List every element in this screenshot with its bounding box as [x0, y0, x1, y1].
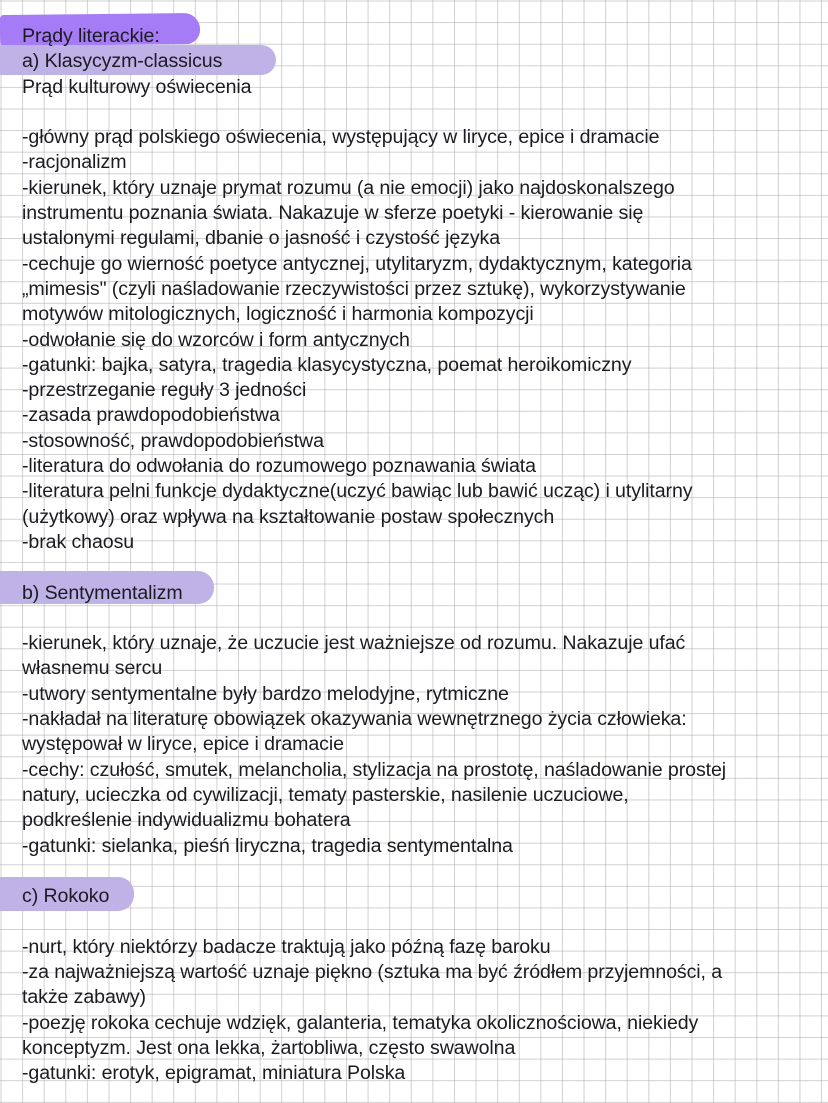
text-line: motywów mitologicznych, logiczność i harmonia kompozycji [22, 303, 534, 326]
spacer [22, 100, 822, 125]
text-line: -racjonalizm [22, 151, 127, 174]
section-rokoko [22, 884, 822, 1086]
text-line: -kierunek, który uznaje prymat rozumu (a nie emocji) jako najdoskonalszego [22, 176, 675, 199]
text-line: -nakładał na literaturę obowiązek okazywania wewnętrznego życia człowieka: [22, 708, 687, 731]
spacer [22, 909, 822, 934]
section-heading: a) Klasycyzm-classicus [22, 50, 223, 73]
spacer [22, 859, 822, 884]
page-title: Prądy literackie: [22, 25, 160, 47]
spacer [22, 555, 822, 580]
text-line: -literatura do odwołania do rozumowego poznawania świata [22, 455, 536, 478]
text-line: własnemu sercu [22, 657, 163, 680]
note-content [22, 24, 822, 1086]
text-line: -cechuje go wierność poetyce antycznej, utylitaryzm, dydaktycznym, kategoria [22, 252, 692, 275]
text-line: -brak chaosu [22, 530, 135, 553]
text-line: -literatura pelni funkcje dydaktyczne(uczyć bawiąc lub bawić ucząc) i utylitarny [22, 480, 693, 503]
text-line: -za najważniejszą wartość uznaje piękno (sztuka ma być źródłem przyjemności, a [22, 960, 723, 983]
text-line: „mimesis" (czyli naśladowanie rzeczywistości przez sztukę), wykorzystywanie [22, 277, 686, 300]
text-line: instrumentu poznania świata. Nakazuje w sferze poetyki - kierowanie się [22, 202, 644, 225]
text-line: -utwory sentymentalne były bardzo melodyjne, rytmiczne [22, 682, 509, 705]
text-line: -odwołanie się do wzorców i form antycznych [22, 328, 410, 351]
text-line: -stosowność, prawdopodobieństwa [22, 429, 324, 452]
section-sentymentalizm [22, 581, 822, 859]
section-heading: b) Sentymentalizm [22, 581, 183, 604]
text-line: podkreślenie indywidualizmu bohatera [22, 809, 351, 832]
text-line: -kierunek, który uznaje, że uczucie jest ważniejsze od rozumu. Nakazuje ufać [22, 632, 686, 655]
text-line: -gatunki: sielanka, pieśń liryczna, tragedia sentymentalna [22, 834, 513, 857]
section-heading: c) Rokoko [22, 885, 110, 908]
text-line: konceptyzm. Jest ona lekka, żartobliwa, często swawolna [22, 1036, 516, 1059]
text-line: -przestrzeganie reguły 3 jedności [22, 379, 307, 402]
text-line: (użytkowy) oraz wpływa na kształtowanie postaw społecznych [22, 505, 555, 528]
text-line: -główny prąd polskiego oświecenia, występujący w liryce, epice i dramacie [22, 126, 660, 149]
text-line: -zasada prawdopodobieństwa [22, 404, 280, 427]
text-line: ustalonymi regulami, dbanie o jasność i czystość języka [22, 227, 501, 250]
section-klasycyzm [22, 49, 822, 555]
text-line: -gatunki: erotyk, epigramat, miniatura Polska [22, 1062, 406, 1085]
text-line: -cechy: czułość, smutek, melancholia, stylizacja na prostotę, naśladowanie prostej [22, 758, 727, 781]
text-line: -gatunki: bajka, satyra, tragedia klasycystyczna, poemat heroikomiczny [22, 353, 632, 376]
section-subtitle: Prąd kulturowy oświecenia [22, 75, 252, 98]
text-line: natury, ucieczka od cywilizacji, tematy pasterskie, nasilenie uczuciowe, [22, 783, 629, 806]
text-line: także zabawy) [22, 986, 146, 1009]
text-line: -poezję rokoka cechuje wdzięk, galanteria, tematyka okolicznościowa, niekiedy [22, 1011, 699, 1034]
text-line: występował w liryce, epice i dramacie [22, 733, 344, 756]
spacer [22, 606, 822, 631]
text-line: -nurt, który niektórzy badacze traktują jako późną fazę baroku [22, 935, 551, 958]
